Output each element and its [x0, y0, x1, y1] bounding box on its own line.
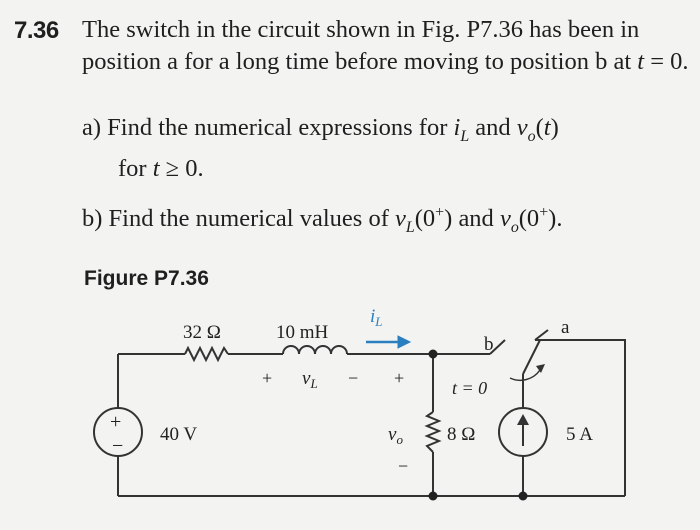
statement-text: The switch in the circuit shown in Fig. P7.36 has been in position a for a long time before moving to position b at: [82, 16, 640, 75]
vL-label: $v_L$: [302, 368, 318, 391]
part-b-text: Find the numerical values of: [108, 205, 389, 233]
wire-top-right: [535, 340, 625, 496]
part-b: b) Find the numerical values of $v_L(0^+)$ and $v_o(0^+)$.: [82, 204, 563, 237]
resistor-8-ohm: [427, 412, 439, 452]
switch-a-label: a: [561, 317, 570, 338]
switch: [490, 330, 548, 380]
source-i-label: 5 A: [566, 424, 593, 445]
part-a-iL: $i_L$: [453, 114, 470, 145]
part-b-vL: $v_L$: [395, 205, 415, 237]
inductor-label: 10 mH: [276, 322, 329, 343]
part-a-text: Find the numerical expressions for: [107, 114, 448, 141]
iL-label: $i_L$: [370, 306, 383, 329]
switch-time-label: t = 0: [452, 378, 488, 398]
current-up-arrow-icon: [517, 414, 529, 425]
part-b-and: and: [458, 205, 494, 233]
vo-minus: −: [398, 456, 409, 476]
source-minus: −: [112, 435, 124, 457]
iL-arrow: [366, 336, 410, 348]
part-b-letter: b): [82, 205, 103, 233]
part-a-letter: a): [82, 114, 102, 141]
part-b-vo: $v_o$: [499, 205, 519, 237]
junction-dot: [429, 350, 438, 359]
problem-number: 7.36: [14, 17, 59, 44]
inductor-10mh: [283, 346, 347, 354]
vo-plus: +: [394, 368, 405, 388]
r1-label: 32 Ω: [183, 322, 221, 343]
source-v-label: 40 V: [160, 424, 198, 445]
current-source: [499, 408, 547, 456]
part-a: a) Find the numerical expressions for $i_L$ and $v_o(t)$ for t ≥ 0.: [82, 112, 559, 185]
vL-plus: +: [262, 368, 273, 388]
part-a-vo: $v_o$: [516, 114, 536, 145]
part-a-and: and: [475, 114, 511, 141]
time-equation: = 0.: [644, 48, 689, 75]
resistor-32-ohm: [185, 348, 228, 360]
switch-b-label: b: [484, 334, 494, 355]
time-variable: t: [637, 48, 645, 75]
junction-dot: [519, 492, 528, 501]
voltage-source: [94, 408, 142, 457]
source-plus: +: [110, 411, 122, 433]
junction-dot: [429, 492, 438, 501]
vL-minus: −: [348, 368, 359, 388]
vo-label: $v_o$: [388, 424, 403, 447]
part-a-condition: for t ≥ 0.: [118, 154, 204, 182]
figure-label: Figure P7.36: [84, 267, 209, 290]
r2-label: 8 Ω: [447, 424, 476, 445]
